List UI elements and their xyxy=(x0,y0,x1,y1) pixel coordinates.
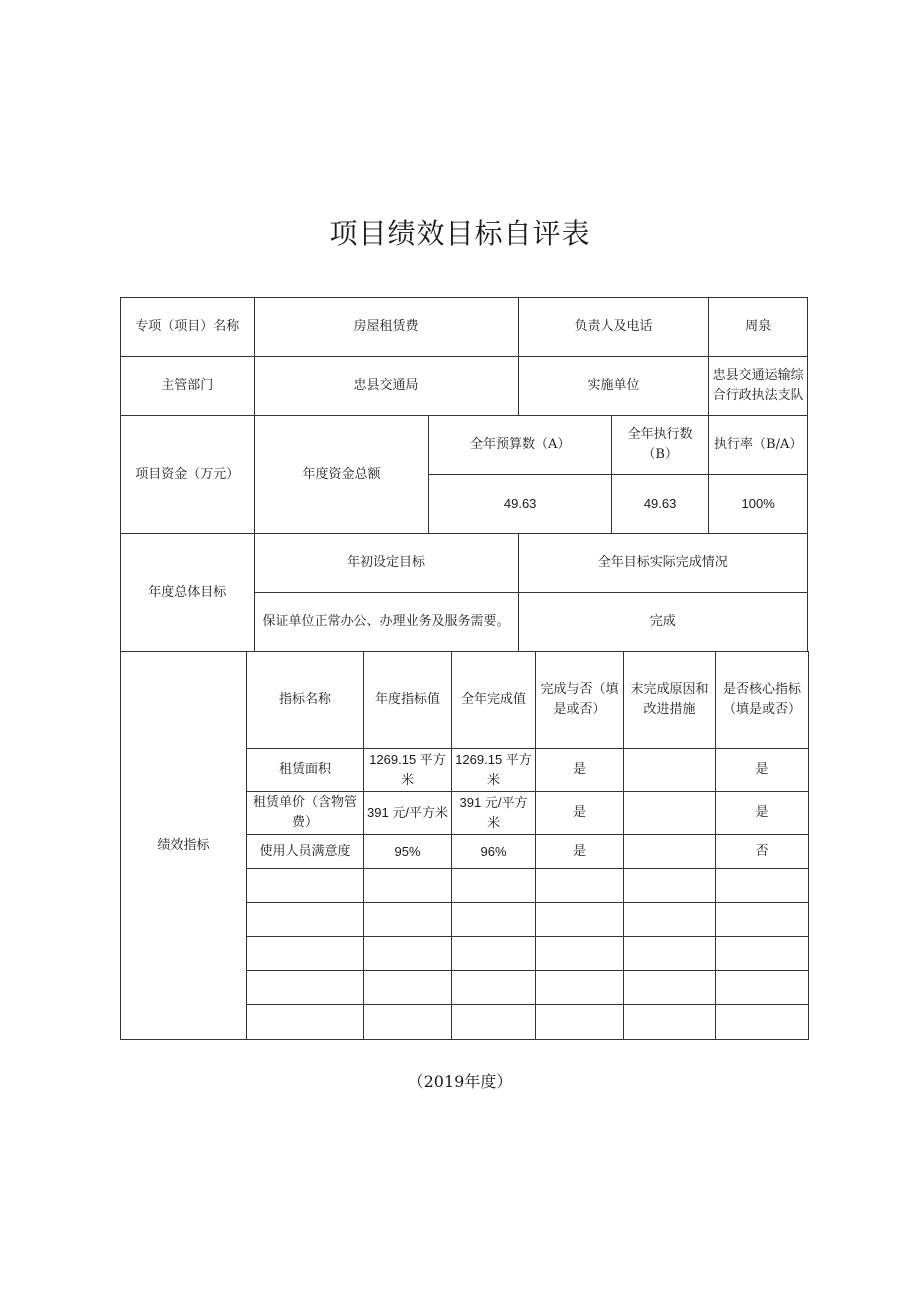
empty-cell xyxy=(536,937,624,971)
row-core: 是 xyxy=(716,749,809,792)
header-core: 是否核心指标（填是或否） xyxy=(716,652,809,749)
row-name: 使用人员满意度 xyxy=(247,835,364,869)
empty-cell xyxy=(536,1005,624,1040)
empty-cell xyxy=(247,1005,364,1040)
empty-cell xyxy=(716,869,809,903)
row-target: 95% xyxy=(364,835,452,869)
dept-label: 主管部门 xyxy=(121,357,255,416)
empty-cell xyxy=(452,1005,536,1040)
exec-value: 49.63 xyxy=(611,475,709,534)
exec-label: 全年执行数（B） xyxy=(611,416,709,475)
header-actual: 全年完成值 xyxy=(452,652,536,749)
rate-label: 执行率（B/A） xyxy=(709,416,808,475)
empty-cell xyxy=(716,971,809,1005)
dept-value: 忠县交通局 xyxy=(254,357,518,416)
row-name: 租赁单价（含物管费） xyxy=(247,792,364,835)
empty-cell xyxy=(247,903,364,937)
funds-total-label: 年度资金总额 xyxy=(254,416,429,534)
unit-label: 实施单位 xyxy=(518,357,709,416)
empty-cell xyxy=(716,1005,809,1040)
empty-cell xyxy=(624,937,716,971)
empty-cell xyxy=(452,971,536,1005)
rate-value: 100% xyxy=(709,475,808,534)
budget-value: 49.63 xyxy=(429,475,611,534)
empty-cell xyxy=(247,869,364,903)
year-footer: （2019年度） xyxy=(407,1072,513,1091)
empty-cell xyxy=(452,869,536,903)
empty-cell xyxy=(624,1005,716,1040)
empty-cell xyxy=(364,869,452,903)
header-reason: 末完成原因和改进措施 xyxy=(624,652,716,749)
empty-cell xyxy=(364,903,452,937)
project-name-value: 房屋租赁费 xyxy=(254,298,518,357)
goals-initial-label: 年初设定目标 xyxy=(254,534,518,593)
unit-value: 忠县交通运输综合行政执法支队 xyxy=(709,357,808,416)
row-actual: 96% xyxy=(452,835,536,869)
goals-label: 年度总体目标 xyxy=(121,534,255,652)
empty-cell xyxy=(624,971,716,1005)
indicators-label: 绩效指标 xyxy=(121,652,247,1040)
row-done: 是 xyxy=(536,749,624,792)
contact-label: 负责人及电话 xyxy=(518,298,709,357)
evaluation-table-body xyxy=(120,415,808,652)
header-target: 年度指标值 xyxy=(364,652,452,749)
empty-cell xyxy=(364,971,452,1005)
empty-cell xyxy=(624,869,716,903)
empty-cell xyxy=(624,903,716,937)
row-actual: 391 元/平方米 xyxy=(452,792,536,835)
row-core: 否 xyxy=(716,835,809,869)
empty-cell xyxy=(536,903,624,937)
evaluation-table xyxy=(120,297,808,416)
row-reason xyxy=(624,835,716,869)
funds-label: 项目资金（万元） xyxy=(121,416,255,534)
row-name: 租赁面积 xyxy=(247,749,364,792)
empty-cell xyxy=(247,937,364,971)
row-reason xyxy=(624,792,716,835)
project-name-label: 专项（项目）名称 xyxy=(121,298,255,357)
page-title: 项目绩效目标自评表 xyxy=(329,217,591,250)
empty-cell xyxy=(536,971,624,1005)
header-done: 完成与否（填是或否） xyxy=(536,652,624,749)
empty-cell xyxy=(716,903,809,937)
goals-actual-value: 完成 xyxy=(518,593,807,652)
row-core: 是 xyxy=(716,792,809,835)
row-actual: 1269.15 平方米 xyxy=(452,749,536,792)
empty-cell xyxy=(716,937,809,971)
budget-label: 全年预算数（A） xyxy=(429,416,611,475)
header-name: 指标名称 xyxy=(247,652,364,749)
row-done: 是 xyxy=(536,835,624,869)
row-reason xyxy=(624,749,716,792)
row-target: 391 元/平方米 xyxy=(364,792,452,835)
empty-cell xyxy=(364,1005,452,1040)
contact-value: 周泉 xyxy=(709,298,808,357)
goals-initial-value: 保证单位正常办公、办理业务及服务需要。 xyxy=(254,593,518,652)
goals-actual-label: 全年目标实际完成情况 xyxy=(518,534,807,593)
empty-cell xyxy=(452,937,536,971)
empty-cell xyxy=(452,903,536,937)
empty-cell xyxy=(247,971,364,1005)
indicators-table xyxy=(120,651,809,1040)
row-target: 1269.15 平方米 xyxy=(364,749,452,792)
empty-cell xyxy=(536,869,624,903)
empty-cell xyxy=(364,937,452,971)
row-done: 是 xyxy=(536,792,624,835)
